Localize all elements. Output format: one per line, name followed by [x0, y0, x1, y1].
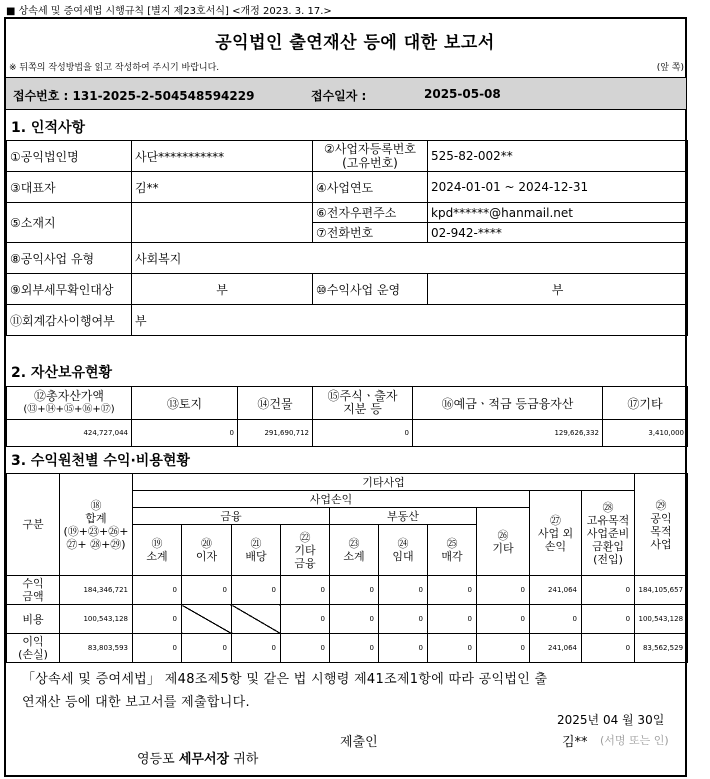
fiscal-label: ④사업연도	[313, 172, 428, 203]
col19-header	[133, 525, 182, 576]
col28-label-1: 고유목적	[586, 513, 630, 527]
table-cell: 0	[182, 634, 232, 663]
row-label	[7, 576, 60, 605]
table-cell: 0	[428, 576, 477, 605]
table-cell: 0	[182, 576, 232, 605]
instruction-note: ※ 뒤쪽의 작성방법을 읽고 작성하여 주시기 바랍니다.	[9, 63, 220, 73]
col20-num: ⑳	[201, 537, 212, 550]
col26-header	[477, 508, 530, 576]
ext-audit-label: ⑨외부세무확인대상	[7, 274, 132, 305]
gubun-header: 구분	[7, 474, 60, 576]
col28-header	[582, 491, 635, 576]
table-cell: 0	[428, 634, 477, 663]
col23-label: 소계	[343, 550, 365, 563]
total-header-num: ⑱	[90, 498, 102, 512]
asset-total-value: 424,727,044	[7, 420, 132, 447]
other-asset-value: 3,410,000	[603, 420, 688, 447]
address-label: ⑤소재지	[7, 203, 132, 243]
col23-header	[330, 525, 379, 576]
col25-num: ㉕	[446, 537, 458, 550]
diagonal-cell	[182, 605, 232, 634]
declaration-line-2: 연재산 등에 대한 보고서를 제출합니다.	[22, 695, 250, 710]
col29-label-3: 사업	[650, 537, 672, 551]
col25-header	[428, 525, 477, 576]
table-cell: 0	[281, 634, 330, 663]
table-cell: 0	[582, 576, 635, 605]
col27-label-2: 손익	[544, 539, 567, 553]
col25-label: 매각	[441, 550, 463, 563]
finance-header: 금융	[133, 508, 330, 525]
land-header: ⑬토지	[132, 387, 238, 420]
col29-header	[635, 474, 688, 576]
other-asset-header: ⑰기타	[603, 387, 688, 420]
biz-no-label: ②사업자등록번호 (고유번호)	[313, 141, 428, 172]
table-cell: 0	[477, 576, 530, 605]
col24-num: ㉔	[397, 537, 409, 550]
col22-header	[281, 525, 330, 576]
realestate-header: 부동산	[330, 508, 477, 525]
page-side-label: (앞 쪽)	[656, 63, 684, 73]
fiscal-year: 2024-01-01 ~ 2024-12-31	[428, 172, 688, 203]
table-cell: 0	[133, 605, 182, 634]
type-value: 사회복지	[132, 243, 688, 274]
table-cell: 0	[477, 605, 530, 634]
table-cell: 0	[133, 576, 182, 605]
building-header: ⑭건물	[238, 387, 313, 420]
biz-no: 525-82-002**	[428, 141, 688, 172]
table-cell: 0	[281, 605, 330, 634]
col22-label-1: 기타	[294, 543, 316, 557]
row-label-1: 수익	[22, 577, 44, 590]
receipt-number: 접수번호 : 131-2025-2-504548594229	[13, 89, 255, 103]
ext-audit-value: 부	[132, 274, 313, 305]
table-cell: 0	[530, 605, 582, 634]
table-cell: 0	[428, 605, 477, 634]
section1-title: 1. 인적사항	[11, 120, 86, 136]
table-cell: 0	[232, 576, 281, 605]
profit-biz-value: 부	[428, 274, 688, 305]
total-header-label: 합계	[85, 511, 107, 525]
col26-num: ㉖	[497, 528, 509, 542]
stock-value: 0	[313, 420, 413, 447]
row-label	[7, 605, 60, 634]
total-header-formula-2: ㉗+ ㉘+㉙)	[66, 537, 126, 551]
stock-header	[313, 387, 413, 420]
receipt-bar	[6, 77, 686, 110]
table-cell: 0	[379, 634, 428, 663]
col28-label-3: 금환입	[592, 539, 624, 553]
type-label: ⑧공익사업 유형	[7, 243, 132, 274]
row-label-1: 비용	[22, 612, 44, 626]
office-name: 세무서장	[178, 752, 230, 767]
email-label: ⑥전자우편주소	[313, 203, 428, 223]
receipt-date-label: 접수일자 :	[311, 89, 367, 103]
table-cell: 0	[281, 576, 330, 605]
col21-header	[232, 525, 281, 576]
table-cell: 0	[330, 634, 379, 663]
submitter-name: 김**	[562, 735, 588, 750]
col20-header	[182, 525, 232, 576]
profit-biz-label: ⑩수익사업 운영	[313, 274, 428, 305]
col26-label: 기타	[492, 541, 514, 555]
col29-label-1: 공익	[650, 511, 672, 525]
col27-label-1: 사업 외	[537, 526, 574, 540]
phone-value: 02-942-****	[428, 223, 688, 243]
table-cell: 0	[582, 605, 635, 634]
table-row	[7, 605, 688, 634]
table-cell: 184,346,721	[60, 576, 133, 605]
other-biz-header: 기타사업	[133, 474, 635, 491]
table-cell: 184,105,657	[635, 576, 688, 605]
table-cell: 241,064	[530, 634, 582, 663]
rep-label: ③대표자	[7, 172, 132, 203]
table-cell: 241,064	[530, 576, 582, 605]
asset-total-header	[7, 387, 132, 420]
table-row	[7, 634, 688, 663]
corp-name: 사단***********	[132, 141, 313, 172]
asset-total-label: ⑫총자산가액	[34, 389, 104, 403]
form-reference: ■ 상속세 및 증여세법 시행규칙 [별지 제23호서식] <개정 2023. 3. 17.>	[6, 6, 332, 17]
col27-header	[530, 491, 582, 576]
table-cell: 100,543,128	[635, 605, 688, 634]
col19-label: 소계	[146, 550, 168, 563]
row-label-1: 이익	[22, 635, 44, 648]
rep-name: 김**	[132, 172, 313, 203]
col29-label-2: 목적	[650, 524, 672, 538]
deposit-header: ⑯예금ㆍ적금 등금융자산	[413, 387, 603, 420]
total-header	[60, 474, 133, 576]
table-cell: 0	[330, 576, 379, 605]
col22-label-2: 금융	[294, 556, 316, 570]
col23-num: ㉓	[348, 537, 360, 550]
table-cell: 83,562,529	[635, 634, 688, 663]
income-table	[6, 473, 688, 663]
col19-num: ⑲	[151, 537, 163, 550]
col24-header	[379, 525, 428, 576]
office-suffix: 귀하	[233, 752, 259, 767]
col28-label-2: 사업준비	[586, 526, 630, 540]
table-cell: 0	[379, 576, 428, 605]
asset-total-formula: (⑬+⑭+⑮+⑯+⑰)	[23, 404, 115, 415]
table-row	[7, 576, 688, 605]
submitter-label: 제출인	[340, 735, 378, 750]
receipt-date: 2025-05-08	[424, 87, 501, 101]
col29-num: ㉙	[655, 498, 667, 512]
tax-office	[137, 748, 258, 767]
section2-title: 2. 자산보유현황	[11, 365, 113, 381]
personal-info-table	[6, 140, 688, 336]
stock-header-line1: ⑮주식ㆍ출자	[327, 389, 398, 403]
col24-label: 임대	[392, 550, 414, 563]
row-label-2: (손실)	[18, 648, 48, 661]
table-cell: 0	[232, 634, 281, 663]
col20-label: 이자	[195, 550, 218, 563]
deposit-value: 129,626,332	[413, 420, 603, 447]
row-label-2: 금액	[22, 590, 44, 603]
corp-name-label: ①공익법인명	[7, 141, 132, 172]
email-value: kpd******@hanmail.net	[428, 203, 688, 223]
signature-hint: (서명 또는 인)	[600, 734, 669, 747]
office-prefix: 영등포	[137, 752, 175, 767]
total-header-formula-1: (⑲+㉓+㉖+	[63, 524, 129, 538]
phone-label: ⑦전화번호	[313, 223, 428, 243]
address-value	[132, 203, 313, 243]
col21-label: 배당	[245, 550, 267, 563]
declaration-line-1: 「상속세 및 증여세법」 제48조제5항 및 같은 법 시행령 제41조제1항에 따라 공익법인 출	[22, 672, 548, 687]
col21-num: ㉑	[250, 537, 262, 550]
page-title: 공익법인 출연재산 등에 대한 보고서	[215, 33, 495, 53]
col27-num: ㉗	[550, 513, 561, 527]
building-value: 291,690,712	[238, 420, 313, 447]
table-cell: 0	[133, 634, 182, 663]
col22-num: ㉒	[299, 530, 311, 544]
row-label	[7, 634, 60, 663]
table-cell: 83,803,593	[60, 634, 133, 663]
col28-num: ㉘	[602, 500, 614, 514]
table-cell: 100,543,128	[60, 605, 133, 634]
land-value: 0	[132, 420, 238, 447]
acct-audit-label: ⑪회계감사이행여부	[7, 305, 132, 336]
submit-date: 2025년 04 월 30일	[557, 713, 665, 727]
table-cell: 0	[379, 605, 428, 634]
col28-label-4: (전입)	[593, 552, 623, 566]
table-cell: 0	[582, 634, 635, 663]
section3-title: 3. 수익원천별 수익·비용현황	[11, 453, 190, 469]
declaration-text	[22, 668, 662, 714]
stock-header-line2: 지분 등	[343, 402, 382, 416]
acct-audit-value: 부	[132, 305, 688, 336]
asset-table	[6, 386, 688, 447]
table-cell: 0	[477, 634, 530, 663]
biz-profit-header: 사업손익	[133, 491, 530, 508]
diagonal-cell	[232, 605, 281, 634]
table-cell: 0	[330, 605, 379, 634]
